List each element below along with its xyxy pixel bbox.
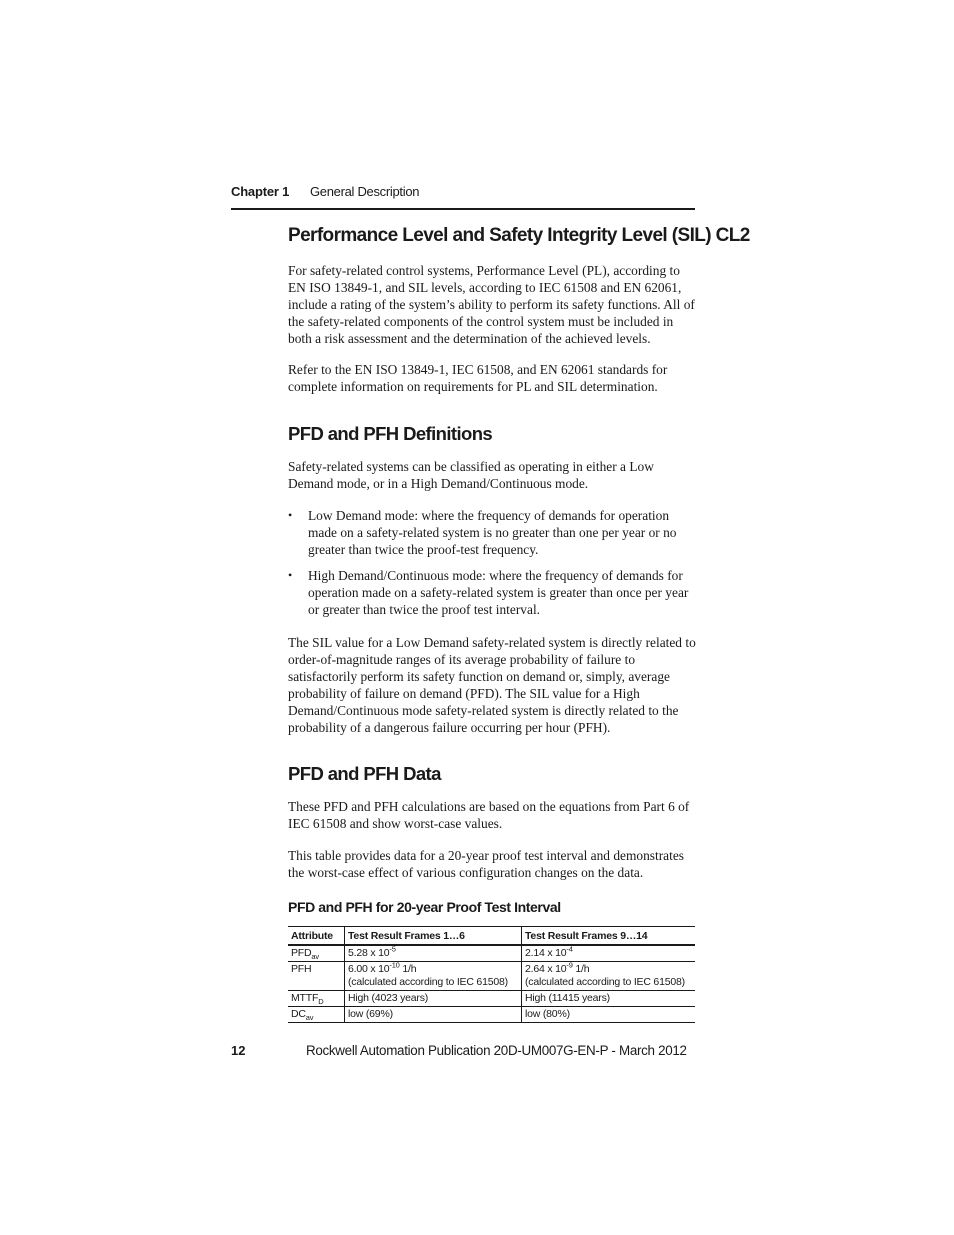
value-cell: low (69%)	[345, 1007, 522, 1023]
table-row	[288, 945, 695, 962]
attribute-name: PFD	[291, 947, 312, 959]
section-heading-definitions: PFD and PFH Definitions	[288, 423, 493, 444]
value-unit: 1/h	[399, 963, 417, 975]
value-exponent: -4	[566, 944, 573, 954]
page-number: 12	[231, 1043, 246, 1058]
value-cell: High (4023 years)	[345, 991, 522, 1007]
data-paragraph-1: These PFD and PFH calculations are based on the equations from Part 6 of IEC 61508 and show worst-case values.	[288, 799, 690, 831]
chapter-title: General Description	[310, 184, 420, 199]
value-cell	[345, 945, 522, 962]
value-exponent: -10	[389, 960, 400, 970]
table-header-row	[288, 927, 695, 946]
header-rule	[231, 208, 695, 210]
value-cell: High (11415 years)	[522, 991, 696, 1007]
list-item-text: High Demand/Continuous mode: where the frequency of demands for operation made on a safety-related system is greater than once per year or greater than twice the proof test interval.	[308, 568, 689, 617]
section-heading-data: PFD and PFH Data	[288, 763, 441, 784]
bullet-icon: •	[288, 568, 293, 582]
data-paragraph-2: This table provides data for a 20-year proof test interval and demonstrates the worst-case effect of various configuration changes on the data.	[288, 848, 685, 880]
chapter-label: Chapter 1	[231, 184, 290, 199]
value-base: 6.00 x 10	[348, 963, 390, 975]
column-header-frames-1-6: Test Result Frames 1…6	[345, 927, 522, 946]
table-row	[288, 991, 695, 1007]
list-item-text: Low Demand mode: where the frequency of demands for operation made on a safety-related system is no greater than one per year or no greater than twice the proof-test frequency.	[308, 508, 677, 557]
pl-paragraph-1: For safety-related control systems, Performance Level (PL), according to EN ISO 13849-1, and SIL levels, according to IEC 61508 and EN 62061, include a rating of the system’s ability to perform its safety functions. All of the safety-related components of the control system must be included in both a risk assessment and the determination of the achieved levels.	[288, 263, 695, 346]
section-heading-pl-sil: Performance Level and Safety Integrity Level (SIL) CL2	[288, 225, 750, 246]
definitions-paragraph-1: Safety-related systems can be classified as operating in either a Low Demand mode, or in a High Demand/Continuous mode.	[288, 459, 654, 491]
list-item	[288, 507, 698, 558]
column-header-attribute: Attribute	[288, 927, 345, 946]
value-base: 2.64 x 10	[525, 963, 567, 975]
value-base: 5.28 x 10	[348, 947, 390, 959]
attribute-subscript: av	[305, 1013, 314, 1023]
value-unit: 1/h	[572, 963, 590, 975]
value-cell: low (80%)	[522, 1007, 696, 1023]
table-row	[288, 1007, 695, 1023]
attribute-cell	[288, 962, 345, 991]
attribute-cell	[288, 1007, 345, 1023]
attribute-name: MTTF	[291, 992, 319, 1004]
value-note: (calculated according to IEC 61508)	[525, 976, 685, 988]
value-cell	[522, 962, 696, 991]
table-row	[288, 962, 695, 991]
attribute-cell	[288, 945, 345, 962]
pl-paragraph-2: Refer to the EN ISO 13849-1, IEC 61508, and EN 62061 standards for complete information on requirements for PL and SIL determination.	[288, 362, 668, 394]
attribute-subscript: av	[311, 952, 319, 962]
value-cell	[522, 945, 696, 962]
publication-info: Rockwell Automation Publication 20D-UM007G-EN-P - March 2012	[306, 1043, 687, 1058]
value-exponent: -9	[566, 960, 573, 970]
pfd-pfh-table	[288, 926, 695, 1023]
value-exponent: -5	[389, 944, 396, 954]
value-base: 2.14 x 10	[525, 947, 567, 959]
attribute-cell	[288, 991, 345, 1007]
attribute-name: PFH	[291, 963, 312, 975]
value-note: (calculated according to IEC 61508)	[348, 976, 508, 988]
definitions-paragraph-2: The SIL value for a Low Demand safety-related system is directly related to order-of-magnitude ranges of its average probability of failure to satisfactorily perform its safety function on demand or, simply, average probability of failure on demand (PFD). The SIL value for a High Demand/Continuous mode safety-related system is directly related to the probability of a dangerous failure occurring per hour (PFH).	[288, 635, 696, 735]
column-header-frames-9-14: Test Result Frames 9…14	[522, 927, 696, 946]
attribute-name: DC	[291, 1008, 306, 1020]
demand-mode-list	[288, 507, 698, 627]
bullet-icon: •	[288, 508, 293, 522]
list-item	[288, 567, 698, 618]
attribute-subscript: D	[318, 997, 324, 1007]
table-caption: PFD and PFH for 20-year Proof Test Interval	[288, 899, 561, 915]
value-cell	[345, 962, 522, 991]
